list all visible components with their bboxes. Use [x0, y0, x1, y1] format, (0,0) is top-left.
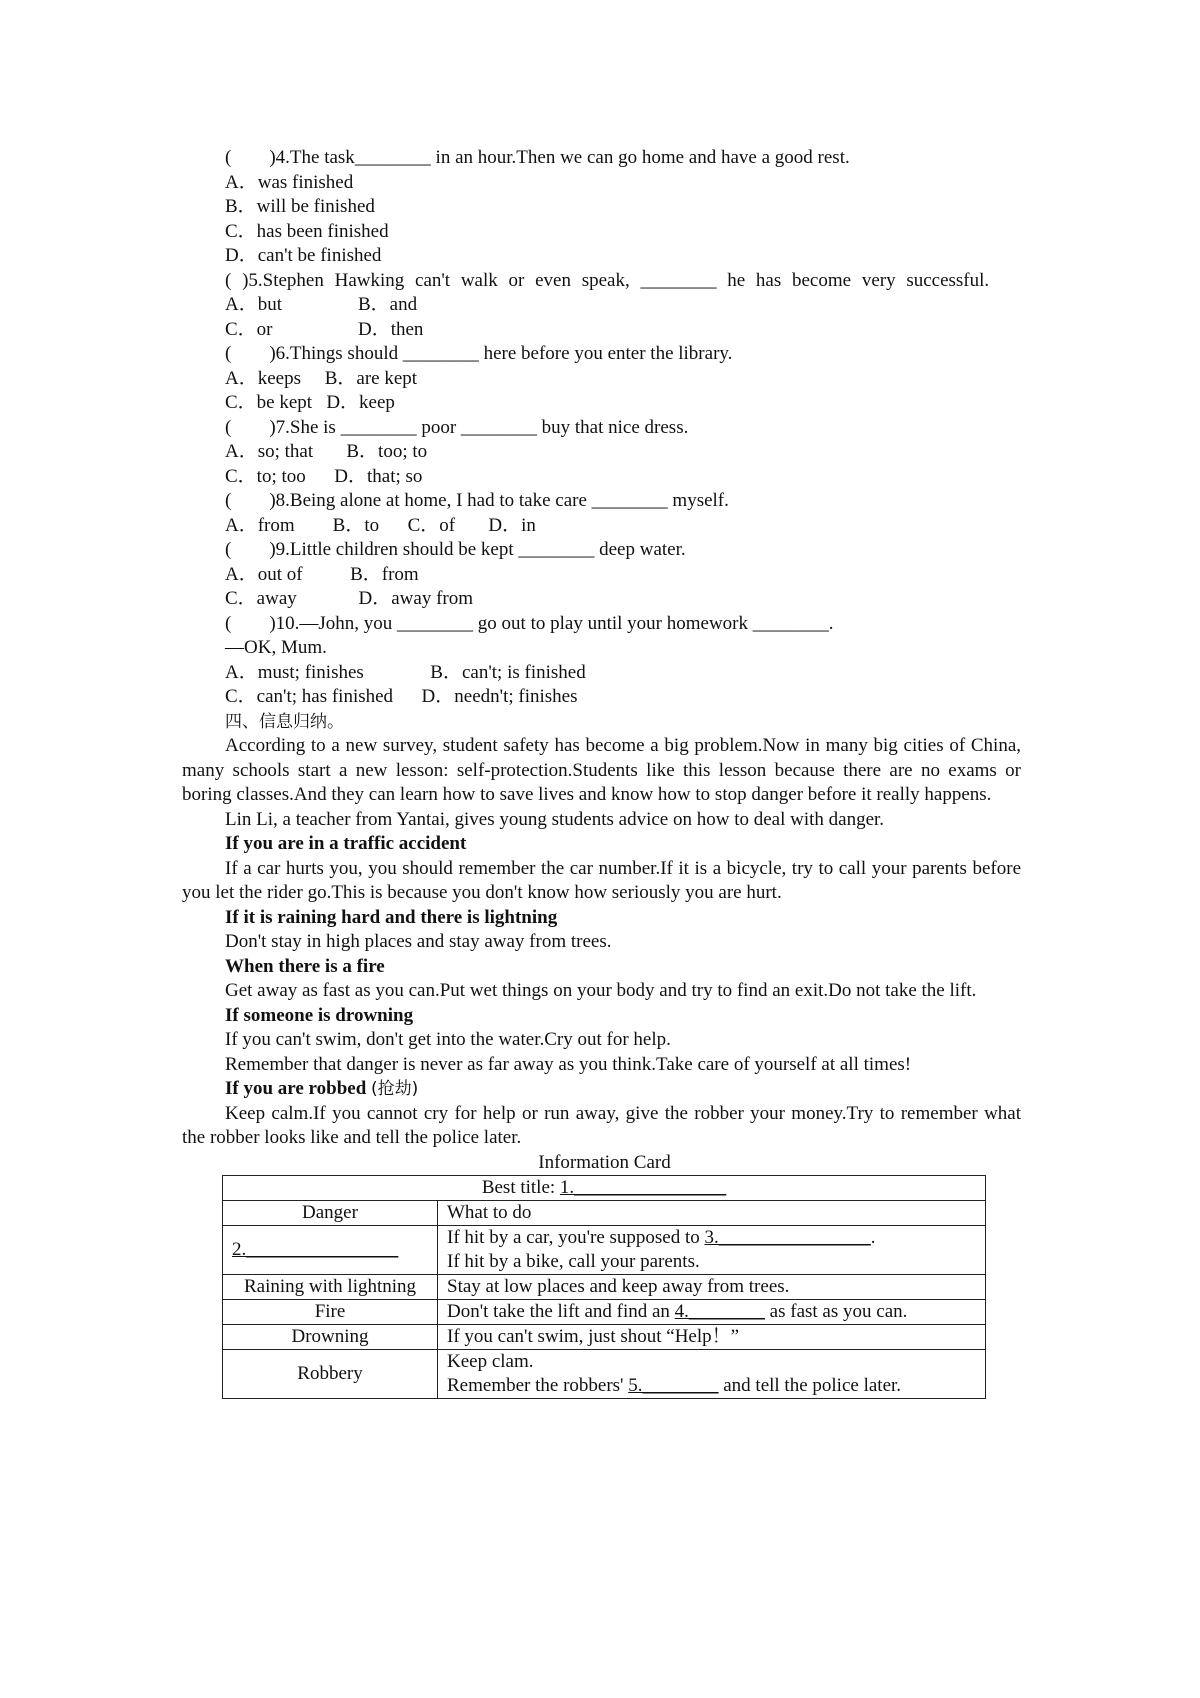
best-title-cell [223, 1176, 986, 1201]
table-row [223, 1275, 986, 1300]
traffic-car-period: . [870, 1227, 876, 1248]
robbed-heading-note: (抢劫) [371, 1079, 419, 1099]
passage-teacher: Lin Li, a teacher from Yantai, gives young students advice on how to deal with danger. [225, 808, 885, 830]
header-danger: Danger [223, 1201, 438, 1226]
passage-heading-traffic: If you are in a traffic accident [225, 833, 467, 854]
traffic-car-line [447, 1226, 976, 1250]
passage-lightning-text: Don't stay in high places and stay away from trees. [225, 931, 612, 952]
header-what-to-do: What to do [438, 1201, 986, 1226]
passage-traffic-text: If a car hurts you, you should remember the car number.If it is a bicycle, try to call your parents before you let the rider go.This is because you don't know how seriously you are hurt. [182, 857, 1021, 903]
table-row [223, 1176, 986, 1201]
question-5-stem: ( )5.Stephen Hawking can't walk or even speak, ________ he has become very successful. [225, 269, 990, 291]
passage-heading-lightning: If it is raining hard and there is lightning [225, 906, 558, 928]
robbed-heading-text: If you are robbed [225, 1078, 367, 1099]
passage-robbed-text: Keep calm.If you cannot cry for help or run away, give the robber your money.Try to remember what the robber looks like and tell the police later. [182, 1102, 1021, 1148]
passage-intro: According to a new survey, student safety has become a big problem.Now in many big cities of China, many schools start a new lesson: self-protection.Students like this lesson because there are no exams or boring classes.And they can learn how to save lives and know how to stop danger before it really happens. [182, 735, 1021, 805]
table-row [223, 1350, 986, 1399]
blank-4[interactable]: 4.________ [674, 1301, 765, 1322]
robbery-what-cell [438, 1350, 986, 1399]
question-4-option-c: C．has been finished [225, 220, 389, 242]
card-caption: Information Card [538, 1151, 671, 1173]
question-9-options-cd: C．away D．away from [225, 588, 474, 609]
question-9-options-ab: A．out of B．from [225, 563, 419, 585]
best-title-label: Best title: [481, 1177, 560, 1198]
question-4-option-d: D．can't be finished [225, 245, 382, 266]
question-10-stem: ( )10.—John, you ________ go out to play until your homework ________. [225, 612, 834, 634]
question-6-options-ab: A．keeps B．are kept [225, 367, 418, 389]
blank-3[interactable]: 3.________________ [704, 1227, 871, 1248]
question-5-options-ab: A．but B．and [225, 294, 418, 315]
drowning-what-cell: If you can't swim, just shout “Help！” [438, 1325, 986, 1350]
table-row [223, 1226, 986, 1275]
question-4-option-a: A．was finished [225, 171, 354, 193]
passage-heading-drowning: If someone is drowning [225, 1004, 414, 1026]
passage-fire-text: Get away as fast as you can.Put wet things on your body and try to find an exit.Do not take the lift. [225, 980, 977, 1001]
passage-heading-robbed [182, 1077, 1021, 1102]
lightning-what-cell: Stay at low places and keep away from trees. [438, 1275, 986, 1300]
question-6-stem: ( )6.Things should ________ here before you enter the library. [225, 343, 733, 364]
information-card-table [222, 1175, 986, 1399]
question-9-stem: ( )9.Little children should be kept ________ deep water. [225, 539, 686, 560]
table-row [223, 1325, 986, 1350]
question-8-stem: ( )8.Being alone at home, I had to take care ________ myself. [225, 490, 729, 511]
fire-text-post: as fast as you can. [764, 1301, 908, 1322]
table-row [223, 1201, 986, 1226]
question-8-options: A．from B．to C．of D．in [225, 514, 536, 536]
traffic-danger-cell [223, 1226, 438, 1275]
passage-heading-fire: When there is a fire [225, 955, 385, 977]
question-4-stem: ( )4.The task________ in an hour.Then we can go home and have a good rest. [225, 147, 850, 168]
table-row [223, 1300, 986, 1325]
robbery-remember-line [447, 1374, 976, 1398]
question-7-stem: ( )7.She is ________ poor ________ buy that nice dress. [225, 416, 689, 438]
robbery-text-post: and tell the police later. [718, 1375, 902, 1396]
drowning-danger-cell: Drowning [223, 1325, 438, 1350]
traffic-what-cell [438, 1226, 986, 1275]
question-10-options-ab: A．must; finishes B．can't; is finished [225, 661, 586, 683]
question-6-options-cd: C．be kept D．keep [225, 392, 395, 413]
robbery-text-pre: Remember the robbers' [447, 1375, 629, 1396]
blank-1[interactable]: 1.________________ [559, 1177, 727, 1198]
question-7-options-ab: A．so; that B．too; to [225, 441, 428, 462]
fire-danger-cell: Fire [223, 1300, 438, 1325]
traffic-bike-line: If hit by a bike, call your parents. [447, 1251, 700, 1272]
lightning-danger-cell: Raining with lightning [223, 1275, 438, 1300]
question-5-options-cd: C．or D．then [225, 318, 424, 340]
blank-2[interactable]: 2.________________ [232, 1239, 399, 1260]
question-10-options-cd: C．can't; has finished D．needn't; finishes [225, 686, 578, 707]
worksheet-content [182, 146, 1021, 1399]
fire-text-pre: Don't take the lift and find an [447, 1301, 675, 1322]
traffic-car-text: If hit by a car, you're supposed to [447, 1227, 705, 1248]
question-4-option-b: B．will be finished [225, 196, 375, 217]
question-10-answer-line: —OK, Mum. [225, 637, 327, 658]
passage-reminder: Remember that danger is never as far away as you think.Take care of yourself at all times! [225, 1053, 912, 1075]
blank-5[interactable]: 5.________ [628, 1375, 719, 1396]
robbery-calm-line: Keep clam. [447, 1351, 534, 1372]
question-7-options-cd: C．to; too D．that; so [225, 465, 423, 487]
passage-drowning-text: If you can't swim, don't get into the water.Cry out for help. [225, 1029, 671, 1050]
section-heading: 四、信息归纳。 [225, 711, 344, 732]
fire-what-cell [438, 1300, 986, 1325]
robbery-danger-cell: Robbery [223, 1350, 438, 1399]
